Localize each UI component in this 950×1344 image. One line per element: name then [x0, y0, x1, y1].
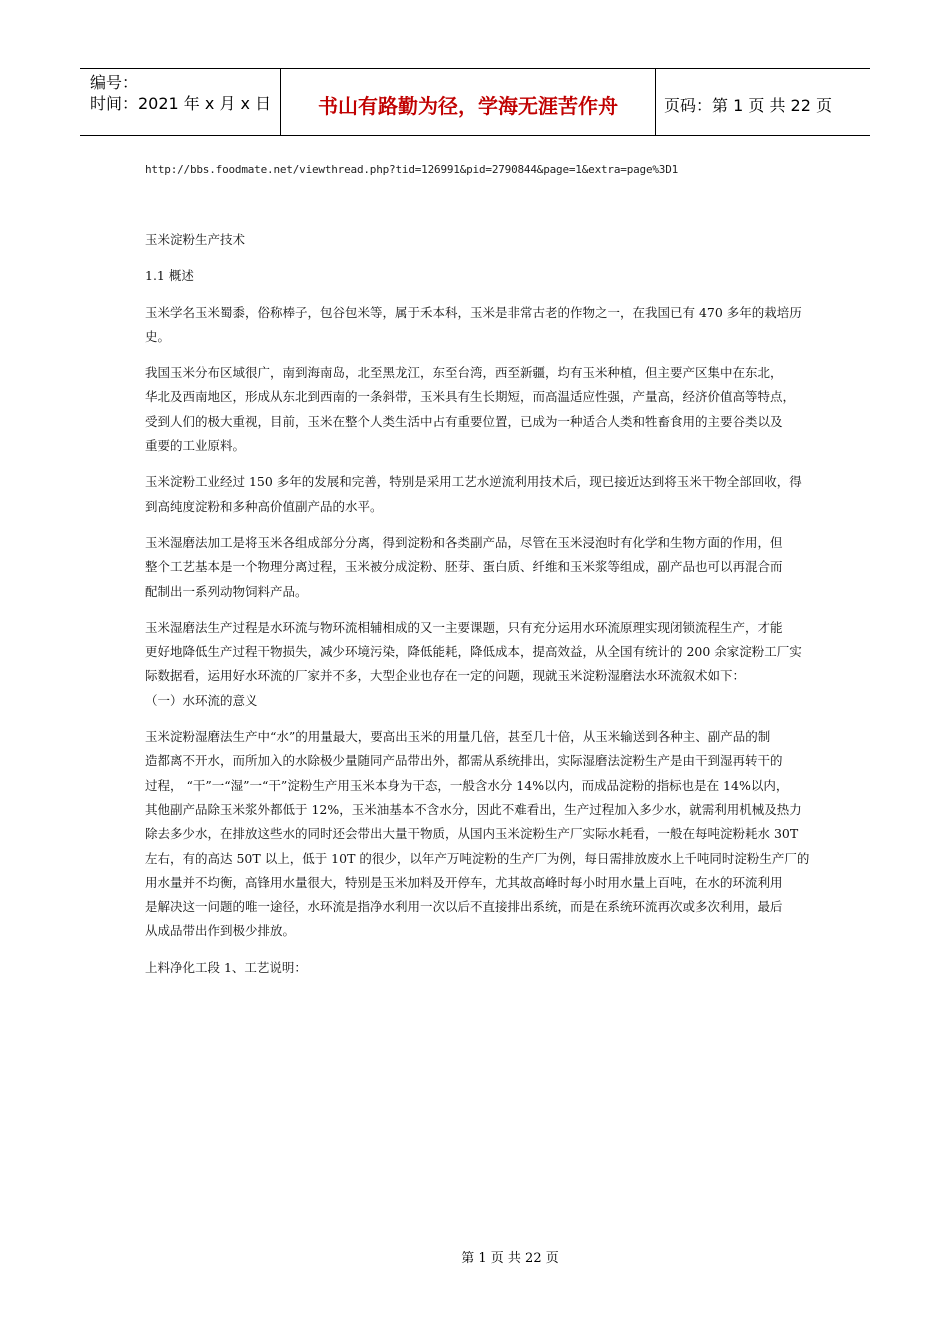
paragraph-line: 玉米湿磨法生产过程是水环流与物环流相辅相成的又一主要课题，只有充分运用水环流原理实现闭锁流程生产，才能: [145, 619, 783, 635]
source-url[interactable]: http://bbs.foodmate.net/viewthread.php?tid=126991&pid=2790844&page=1&extra=page%3D1: [145, 163, 679, 176]
paragraph-6: [145, 726, 825, 945]
document-number-label: 编号：: [90, 73, 139, 92]
header-motto: 书山有路勤为径，学海无涯苦作舟: [318, 93, 618, 118]
paragraph-4: [145, 532, 825, 605]
paragraph-line: 到高纯度淀粉和多种高价值副产品的水平。: [145, 498, 383, 514]
section-heading: 1.1 概述: [145, 268, 194, 284]
document-body: [145, 163, 825, 981]
paragraph-line: 华北及西南地区，形成从东北到西南的一条斜带，玉米具有生长期短，而高温适应性强，产量高，经济价值高等特点，: [145, 389, 796, 405]
paragraph-line: 配制出一系列动物饲料产品。: [145, 583, 308, 599]
paragraph-5: [145, 617, 825, 690]
paragraph-line: 过程， “干”一“湿”一“干”淀粉生产用玉米本身为干态，一般含水分 14%以内，而成品淀粉的指标也是在 14%以内，: [145, 777, 789, 793]
paragraph-line: 玉米淀粉工业经过 150 多年的发展和完善，特别是采用工艺水逆流利用技术后，现已接近达到将玉米干物全部回收，得: [145, 474, 802, 490]
document-title: 玉米淀粉生产技术: [145, 232, 246, 247]
header-motto-cell: [281, 69, 656, 135]
paragraph-line: 重要的工业原料。: [145, 438, 246, 454]
header-page-cell: [656, 69, 870, 135]
paragraph-2: [145, 362, 825, 459]
document-date: 时间：2021 年 x 月 x 日: [90, 94, 272, 113]
paragraph-line: 是解决这一问题的唯一途径，水环流是指净水利用一次以后不直接排出系统，而是在系统环流再次或多次利用，最后: [145, 899, 783, 915]
paragraph-line: 其他副产品除玉米浆外都低于 12%，玉米油基本不含水分，因此不难看出，生产过程加入多少水，就需利用机械及热力: [145, 801, 802, 817]
header-page-code: 页码：第 1 页 共 22 页: [664, 95, 832, 115]
page-footer: [0, 1247, 950, 1266]
paragraph-line: 我国玉米分布区域很广，南到海南岛，北至黑龙江，东至台湾，西至新疆，均有玉米种植，但主要产区集中在东北，: [145, 365, 783, 381]
paragraph-line: 史。: [145, 328, 171, 344]
paragraph-line: 整个工艺基本是一个物理分离过程，玉米被分成淀粉、胚芽、蛋白质、纤维和玉米浆等组成，副产品也可以再混合而: [145, 559, 783, 575]
paragraph-1: [145, 302, 825, 351]
paragraph-line: 除去多少水，在排放这些水的同时还会带出大量干物质，从国内玉米淀粉生产厂实际水耗看，一般在每吨淀粉耗水 30T: [145, 826, 799, 842]
paragraph-line: 际数据看，运用好水环流的厂家并不多，大型企业也存在一定的问题，现就玉米淀粉湿磨法水环流叙术如下：: [145, 668, 746, 684]
paragraph-line: 更好地降低生产过程干物损失，减少环境污染，降低能耗，降低成本，提高效益，从全国有统计的 200 余家淀粉工厂实: [145, 644, 802, 660]
paragraph-line: 玉米淀粉湿磨法生产中“水”的用量最大，要高出玉米的用量几倍，甚至几十倍，从玉米输送到各种主、副产品的制: [145, 729, 771, 745]
paragraph-line: 玉米湿磨法加工是将玉米各组成部分分离，得到淀粉和各类副产品，尽管在玉米浸泡时有化学和生物方面的作用，但: [145, 534, 783, 550]
paragraph-line: 受到人们的极大重视，目前，玉米在整个人类生活中占有重要位置，已成为一种适合人类和牲畜食用的主要谷类以及: [145, 413, 783, 429]
paragraph-3: [145, 471, 825, 520]
process-heading: 上料净化工段 1、工艺说明：: [145, 959, 307, 975]
paragraph-line: 从成品带出作到极少排放。: [145, 923, 296, 939]
paragraph-line: 左右，有的高达 50T 以上，低于 10T 的很少，以年产万吨淀粉的生产厂为例，每日需排放废水上千吨同时淀粉生产厂的: [145, 850, 810, 866]
paragraph-line: 造都离不开水，而所加入的水除极少量随同产品带出外，都需从系统排出，实际湿磨法淀粉生产是由干到湿再转干的: [145, 753, 783, 769]
paragraph-line: 玉米学名玉米蜀黍，俗称棒子，包谷包米等，属于禾本科，玉米是非常古老的作物之一，在我国已有 470 多年的栽培历: [145, 304, 802, 320]
document-header: [80, 68, 870, 136]
paragraph-line: 用水量并不均衡，高锋用水量很大，特别是玉米加料及开停车，尤其故高峰时每小时用水量上百吨，在水的环流利用: [145, 874, 783, 890]
subheading: （一）水环流的意义: [145, 692, 258, 708]
header-meta-cell: [80, 69, 281, 135]
footer-page-number: 第 1 页 共 22 页: [461, 1251, 559, 1266]
